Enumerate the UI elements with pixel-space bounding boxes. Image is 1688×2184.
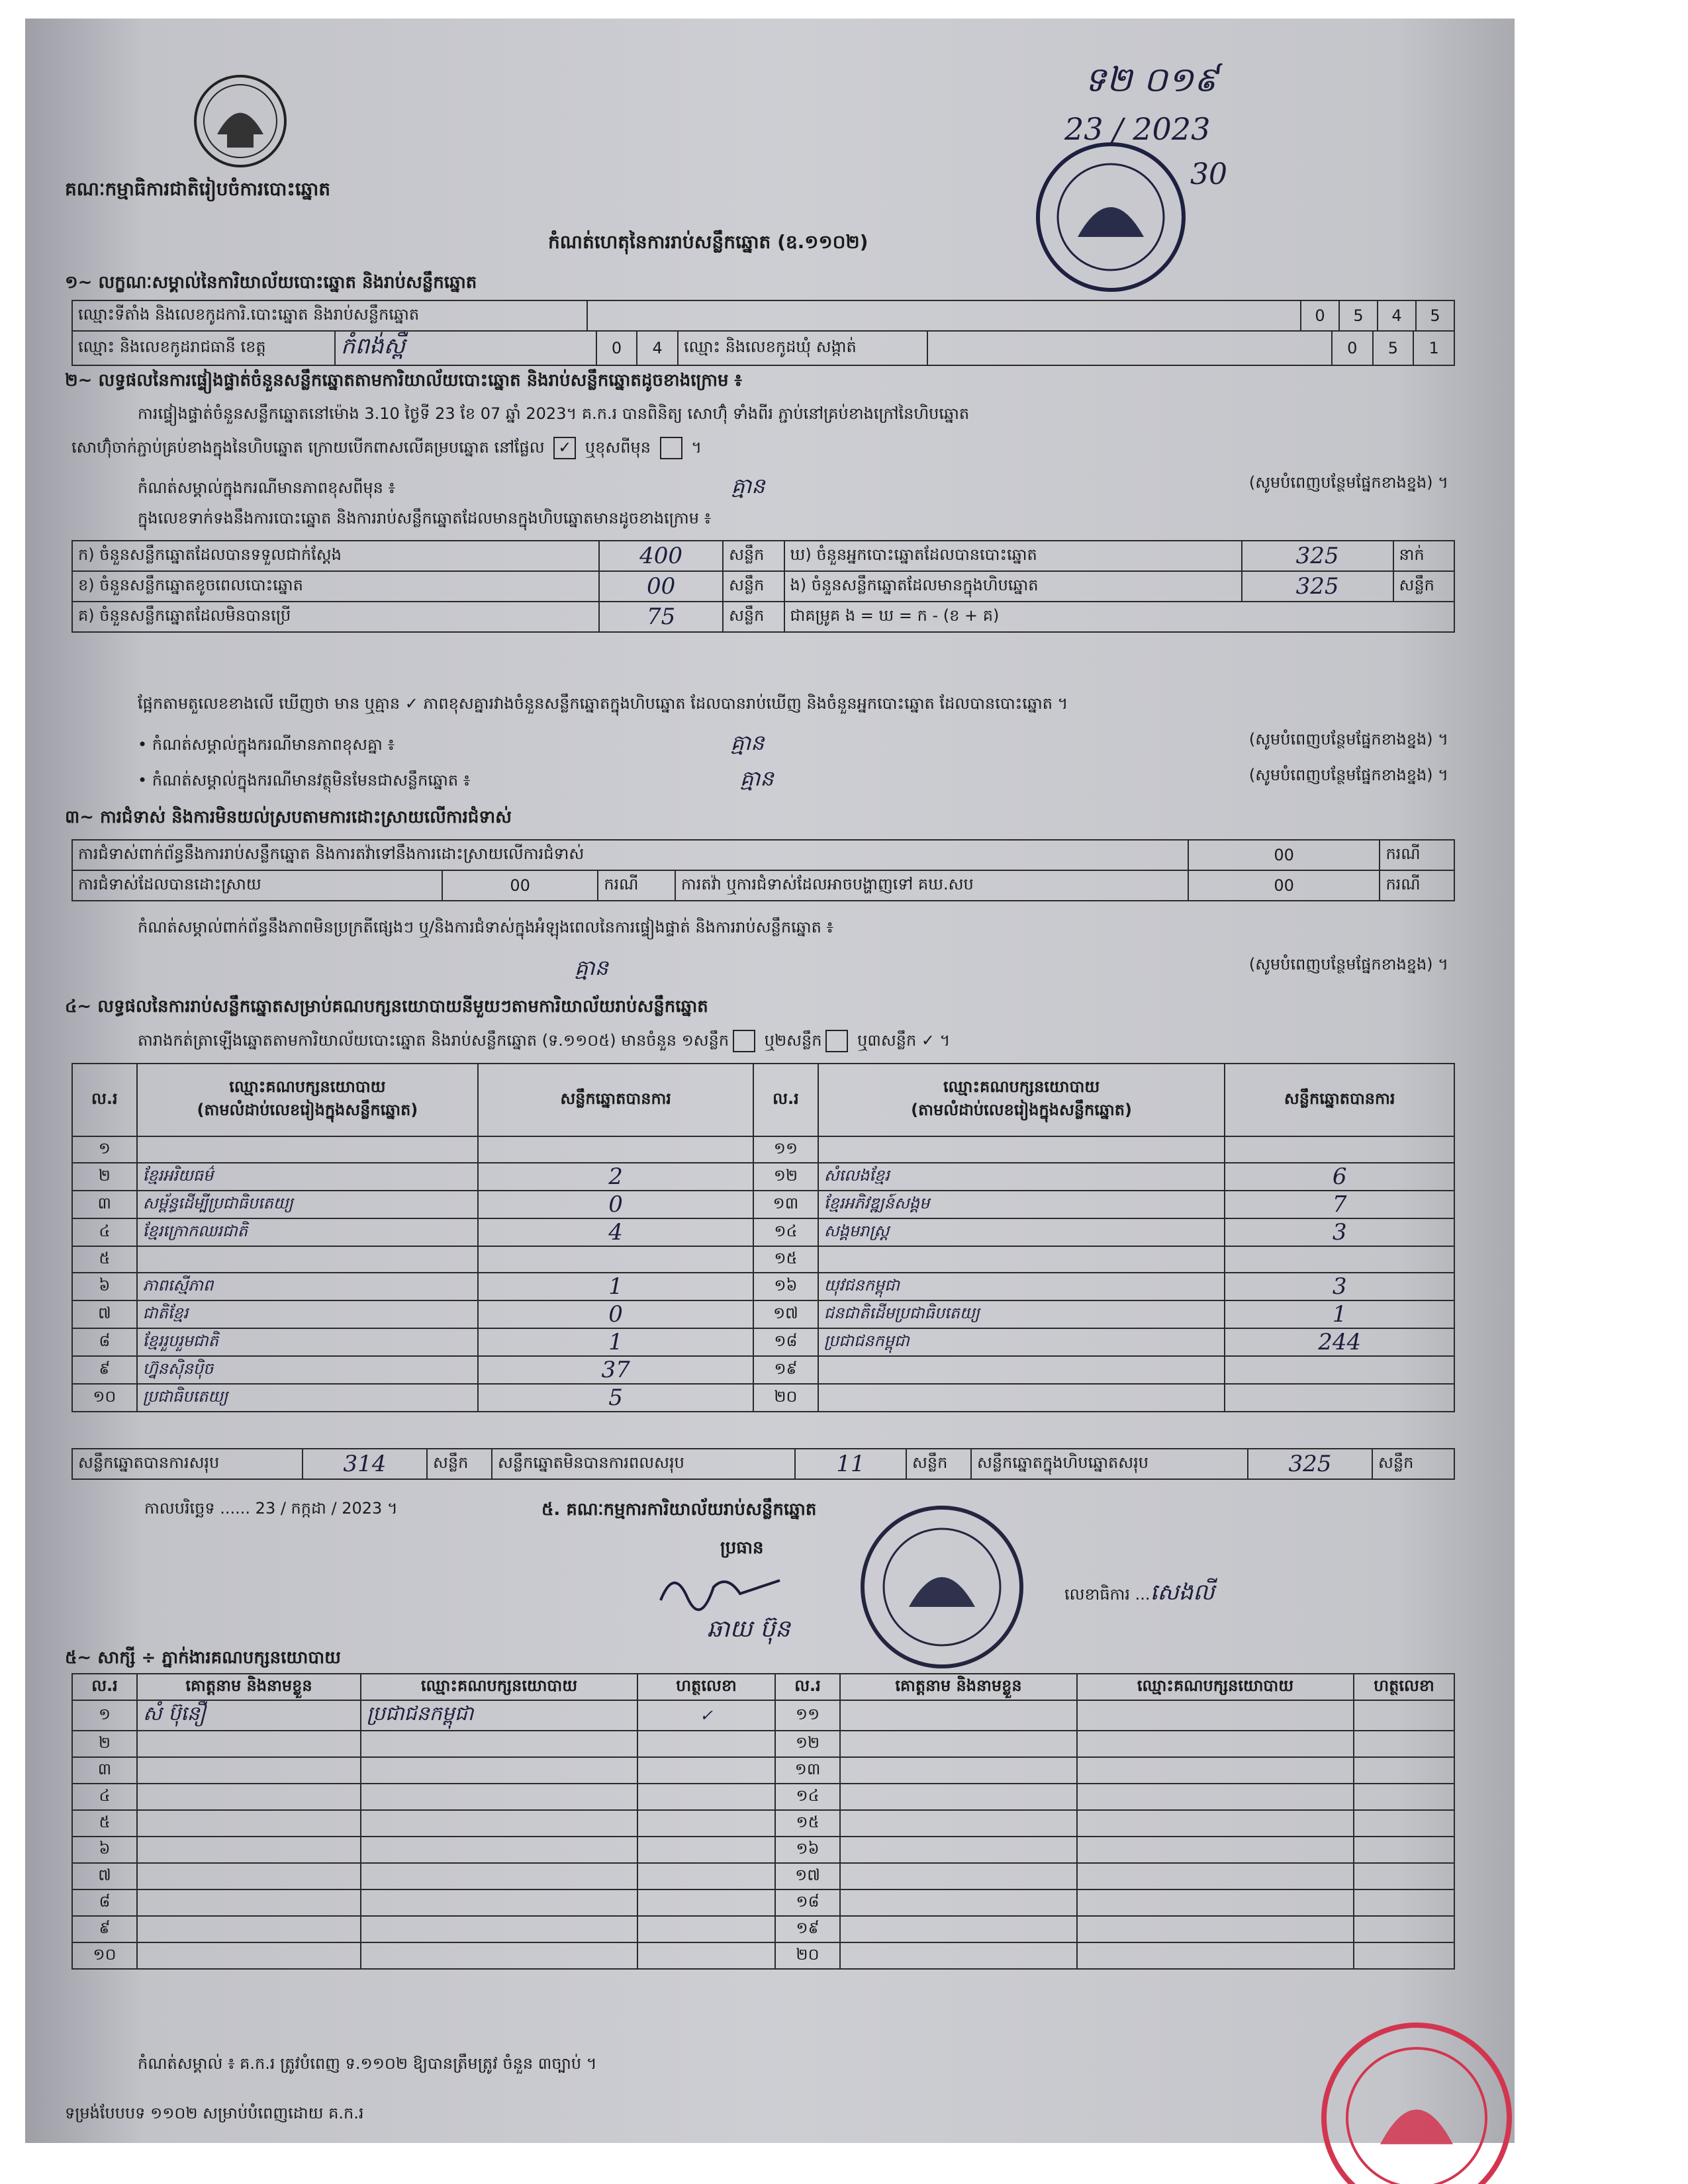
table-cell <box>637 1916 775 1942</box>
table-cell: ២០ <box>775 1942 840 1969</box>
cases-label: ករណី <box>598 870 675 901</box>
unit-label: សន្លឹក <box>1393 571 1454 602</box>
table-row <box>72 1942 1454 1969</box>
section-3-title: ៣~ ការជំទាស់ និងការមិនយល់ស្របតាមការដោះស្រាយលើការជំទាស់ <box>65 807 512 827</box>
province-digit: 4 <box>637 331 678 365</box>
table-cell: 2 <box>478 1163 753 1191</box>
table-cell <box>818 1356 1225 1384</box>
table-cell <box>1077 1942 1354 1969</box>
table-cell: 6 <box>1225 1163 1454 1191</box>
table-cell: 244 <box>1225 1328 1454 1356</box>
table-cell: ៥ <box>72 1810 137 1837</box>
table-cell: ២ <box>72 1731 137 1757</box>
spoiled-label: ខ) ចំនួនសន្លឹកឆ្នោតខូចពេលបោះឆ្នោត <box>72 571 599 602</box>
table-cell <box>137 1246 479 1273</box>
unit-label: សន្លឹក <box>723 602 784 632</box>
table-cell: ប្រជាជនកម្ពុជា <box>818 1328 1225 1356</box>
table-cell <box>840 1700 1077 1731</box>
unit-label: សន្លឹក <box>427 1449 492 1479</box>
difference-note <box>138 473 1448 504</box>
objections-label: ការជំទាស់ពាក់ព័ន្ធនឹងការរាប់សន្លឹកឆ្នោត និងការតវ៉ាទៅនឹងការដោះស្រាយលើការជំទាស់ <box>72 840 1188 870</box>
table-cell <box>840 1810 1077 1837</box>
table-cell <box>840 1784 1077 1810</box>
table-cell <box>137 1136 479 1163</box>
section-1-table <box>71 300 1455 332</box>
col-no-right: ល.រ <box>753 1064 818 1136</box>
table-cell: ៨ <box>72 1889 137 1916</box>
unit-label: សន្លឹក <box>1372 1449 1454 1479</box>
col-party-right: ឈ្មោះគណបក្សនយោបាយ <box>1077 1674 1354 1700</box>
table-cell <box>840 1757 1077 1784</box>
table-row <box>72 1784 1454 1810</box>
table-row <box>72 1191 1454 1218</box>
table-row <box>72 1300 1454 1328</box>
text-span: (សូមបំពេញបន្ថែមផ្នែកខាងខ្នង) ។ <box>1248 955 1448 974</box>
col-no-left: ល.រ <box>72 1064 137 1136</box>
text-span: (សូមបំពេញបន្ថែមផ្នែកខាងខ្នង) ។ <box>1248 730 1448 749</box>
province-name: កំពង់ស្ពឺ <box>335 331 596 365</box>
unused-label: គ) ចំនួនសន្លឹកឆ្នោតដែលមិនបានប្រើ <box>72 602 599 632</box>
text-span: លេខាធិការ <box>1064 1585 1131 1604</box>
results-sheet-count <box>138 1030 950 1054</box>
table-cell: ២ <box>72 1163 137 1191</box>
col-party-right <box>818 1064 1225 1136</box>
table-row <box>72 1136 1454 1163</box>
cases-label: ករណី <box>1380 870 1454 901</box>
table-cell: 0 <box>478 1300 753 1328</box>
count-table <box>71 540 1455 633</box>
table-cell: ៦ <box>72 1837 137 1863</box>
table-cell <box>818 1246 1225 1273</box>
text-span: គ្មាន <box>739 766 774 791</box>
form-footer: ទម្រង់បែបបទ ១១០២ សម្រាប់បំពេញដោយ គ.ក.រ <box>65 2104 364 2122</box>
table-cell <box>361 1731 637 1757</box>
commune-digit: 0 <box>1332 331 1373 365</box>
in-box-value: 325 <box>1242 571 1393 602</box>
col-votes-right: សន្លឹកឆ្នោតបានការ <box>1225 1064 1454 1136</box>
table-cell: ១១ <box>753 1136 818 1163</box>
table-cell <box>637 1889 775 1916</box>
table-cell: យុវជនកម្ពុជា <box>818 1273 1225 1300</box>
table-cell: 4 <box>478 1218 753 1246</box>
unit-label: សន្លឹក <box>723 571 784 602</box>
unused-value: 75 <box>599 602 723 632</box>
province-commune-table <box>71 330 1455 366</box>
footer-note: កំណត់សម្គាល់ ៖ គ.ក.រ ត្រូវបំពេញ ទ.១១០២ ឱ្យបានត្រឹមត្រូវ ចំនួន ៣ច្បាប់ ។ <box>138 2054 597 2073</box>
table-cell: ៤ <box>72 1784 137 1810</box>
table-cell: ជាតិខ្មែរ <box>137 1300 479 1328</box>
checkbox-2-sheets <box>825 1030 848 1052</box>
formula-label: ជាគម្រូគ ង = ឃ = ក - (ខ + គ) <box>784 602 1455 632</box>
table-cell <box>361 1889 637 1916</box>
commune-label: ឈ្មោះ និងលេខកូដឃុំ សង្កាត់ <box>678 331 927 365</box>
in-box-label: ង) ចំនួនសន្លឹកឆ្នោតដែលមានក្នុងហិបឆ្នោត <box>784 571 1242 602</box>
escalated-value: 00 <box>1188 870 1380 901</box>
col-party-left: ឈ្មោះគណបក្សនយោបាយ <box>361 1674 637 1700</box>
table-cell <box>361 1810 637 1837</box>
counting-committee: ៥. គណៈកម្មការការិយាល័យរាប់សន្លឹកឆ្នោត <box>541 1500 817 1520</box>
table-cell <box>637 1810 775 1837</box>
table-cell <box>840 1731 1077 1757</box>
results-table <box>71 1063 1455 1412</box>
table-cell <box>1225 1356 1454 1384</box>
table-row <box>72 1273 1454 1300</box>
stamp-handwritten-number: ទ២ ០១៩ <box>1084 60 1218 100</box>
official-stamp <box>1031 138 1190 296</box>
section-4-title: ៤~ លទ្ធផលនៃការរាប់សន្លឹកឆ្នោតសម្រាប់គណបក្សនយោបាយនីមួយៗតាមការិយាល័យរាប់សន្លឹកឆ្នោត <box>65 997 708 1017</box>
table-cell: ៩ <box>72 1916 137 1942</box>
table-cell <box>1354 1757 1454 1784</box>
table-cell <box>587 300 1301 331</box>
table-cell: ១២ <box>753 1163 818 1191</box>
committee-name: គណៈកម្មាធិការជាតិរៀបចំការបោះឆ្នោត <box>65 178 331 200</box>
table-cell: ១៥ <box>775 1810 840 1837</box>
table-cell: ១៥ <box>753 1246 818 1273</box>
text-span: សេងលី <box>1150 1579 1215 1606</box>
table-cell: ១៩ <box>775 1916 840 1942</box>
table-cell <box>637 1863 775 1889</box>
province-digit: 0 <box>596 331 637 365</box>
table-cell <box>361 1837 637 1863</box>
count-date: កាលបរិច្ឆេទ ...... 23 / កក្កដា / 2023 ។ <box>144 1499 398 1518</box>
table-cell <box>1077 1889 1354 1916</box>
text-span: • កំណត់សម្គាល់ក្នុងករណីមានភាពខុសគ្នា ៖ <box>138 735 395 754</box>
table-cell <box>137 1810 361 1837</box>
cases-label: ករណី <box>1380 840 1454 870</box>
checkbox-same: ✓ <box>553 437 576 459</box>
table-cell: 3 <box>1225 1218 1454 1246</box>
table-cell: ៣ <box>72 1191 137 1218</box>
resolved-label: ការជំទាស់ដែលបានដោះស្រាយ <box>72 870 442 901</box>
total-invalid-value: 11 <box>795 1449 906 1479</box>
table-cell <box>1354 1889 1454 1916</box>
total-valid-label: សន្លឹកឆ្នោតបានការសរុប <box>72 1449 303 1479</box>
table-cell <box>137 1916 361 1942</box>
witness-table <box>71 1673 1455 1970</box>
table-cell: ១៧ <box>753 1300 818 1328</box>
received-label: ក) ចំនួនសន្លឹកឆ្នោតដែលបានទទួលជាក់ស្តែង <box>72 541 599 571</box>
table-cell <box>818 1384 1225 1412</box>
table-cell <box>1354 1784 1454 1810</box>
text-span: • កំណត់សម្គាល់ក្នុងករណីមានវត្ថុមិនមែនជាសន្លឹកឆ្នោត ៖ <box>138 771 471 790</box>
table-cell: ១៤ <box>775 1784 840 1810</box>
location-digit: 5 <box>1339 300 1378 331</box>
col-votes-left: សន្លឹកឆ្នោតបានការ <box>478 1064 753 1136</box>
table-cell: ខ្មែរអរិយធម៌ <box>137 1163 479 1191</box>
table-cell: ១២ <box>775 1731 840 1757</box>
section-1-title: ១~ លក្ខណៈសម្គាល់នៃការិយាល័យបោះឆ្នោត និងរាប់សន្លឹកឆ្នោត <box>65 273 477 293</box>
table-cell <box>1077 1784 1354 1810</box>
table-cell <box>1354 1942 1454 1969</box>
table-cell: ១៣ <box>775 1757 840 1784</box>
text-span: សោហ៊ុំចាក់ភ្ជាប់គ្រប់ខាងក្នុងនៃហិបឆ្នោត ក្រោយបើកពាសលើគម្របឆ្នោត នៅផ្លែល <box>71 438 545 457</box>
table-cell: ១០ <box>72 1384 137 1412</box>
province-label: ឈ្មោះ និងលេខកូដរាជធានី ខេត្ត <box>72 331 335 365</box>
table-cell: 7 <box>1225 1191 1454 1218</box>
table-cell: ភាពស្មើភាព <box>137 1273 479 1300</box>
irregularities-fill <box>71 954 1448 985</box>
table-row <box>72 1889 1454 1916</box>
counting-intro: ក្នុងលេខទាក់ទងនឹងការបោះឆ្នោត និងការរាប់សន្លឹកឆ្នោតដែលមានក្នុងហិបឆ្នោតមានដូចខាងក្រោម ៖ <box>138 509 712 527</box>
table-cell: 3 <box>1225 1273 1454 1300</box>
table-cell: ១១ <box>775 1700 840 1731</box>
unit-label: សន្លឹក <box>906 1449 971 1479</box>
table-cell <box>637 1837 775 1863</box>
table-cell: 1 <box>1225 1300 1454 1328</box>
committee-stamp <box>856 1501 1028 1673</box>
table-cell: ២០ <box>753 1384 818 1412</box>
text-span: ឈ្មោះគណបក្សនយោបាយ <box>943 1077 1100 1096</box>
col-name-right: គោត្តនាម និងនាមខ្លួន <box>840 1674 1077 1700</box>
table-cell: ខ្មែរអភិវឌ្ឍន៍សង្គម <box>818 1191 1225 1218</box>
table-cell <box>840 1889 1077 1916</box>
discrepancy-note <box>138 729 1448 760</box>
voters-label: ឃ) ចំនួនអ្នកបោះឆ្នោតដែលបានបោះឆ្នោត <box>784 541 1242 571</box>
resolved-value: 00 <box>442 870 598 901</box>
table-row <box>72 1163 1454 1191</box>
total-box-value: 325 <box>1248 1449 1372 1479</box>
table-cell <box>1077 1863 1354 1889</box>
table-cell <box>137 1889 361 1916</box>
commune-digit: 1 <box>1413 331 1454 365</box>
table-cell: ១ <box>72 1700 137 1731</box>
president-title: ប្រធាន <box>720 1538 764 1558</box>
discrepancy-line: ផ្អែកតាមតួលេខខាងលើ ឃើញថា មាន ឬគ្មាន ✓ ភាពខុសគ្នារវាងចំនួនសន្លឹកឆ្នោតក្នុងហិបឆ្នោត ដែលបានរាប់ឃើញ និងចំនួនអ្នកបោះឆ្នោត ដែលបានបោះឆ្នោត ។ <box>138 694 1068 713</box>
table-cell <box>478 1136 753 1163</box>
unit-label: សន្លឹក <box>723 541 784 571</box>
president-signature <box>654 1561 786 1620</box>
table-row <box>72 1328 1454 1356</box>
table-row <box>72 1757 1454 1784</box>
table-cell: ៧ <box>72 1863 137 1889</box>
totals-table <box>71 1448 1455 1480</box>
table-cell <box>137 1837 361 1863</box>
table-cell <box>927 331 1332 365</box>
nec-emblem <box>191 71 290 171</box>
table-cell <box>1354 1731 1454 1757</box>
table-cell <box>1077 1757 1354 1784</box>
table-cell <box>1225 1136 1454 1163</box>
table-row <box>72 1218 1454 1246</box>
table-cell <box>840 1942 1077 1969</box>
table-row <box>72 1384 1454 1412</box>
verification-line-2: សោហ៊ុំចាក់ភ្ជាប់គ្រប់ខាងក្នុងនៃហិបឆ្នោត ក្រោយបើកពាសលើគម្របឆ្នោត នៅផ្លែល ✓ ឬខុសពីមុន ។ <box>71 437 702 461</box>
col-sign-right: ហត្ថលេខា <box>1354 1674 1454 1700</box>
table-cell <box>361 1757 637 1784</box>
text-span: ឬ៣សន្លឹក ✓ ។ <box>857 1031 951 1050</box>
table-cell: 5 <box>478 1384 753 1412</box>
table-cell <box>137 1942 361 1969</box>
table-cell <box>361 1916 637 1942</box>
table-cell: ១៩ <box>753 1356 818 1384</box>
section-5-title: ៥~ សាក្សី ÷ ភ្នាក់ងារគណបក្សនយោបាយ <box>65 1648 341 1668</box>
table-cell <box>1354 1837 1454 1863</box>
table-cell <box>637 1942 775 1969</box>
table-cell: 1 <box>478 1273 753 1300</box>
table-cell: 1 <box>478 1328 753 1356</box>
table-cell: ១៨ <box>753 1328 818 1356</box>
text-span: (សូមបំពេញបន្ថែមផ្នែកខាងខ្នង) ។ <box>1248 766 1448 784</box>
table-cell: ១៦ <box>775 1837 840 1863</box>
table-cell <box>1077 1700 1354 1731</box>
table-cell <box>1354 1700 1454 1731</box>
table-cell <box>1077 1810 1354 1837</box>
unit-label: នាក់ <box>1393 541 1454 571</box>
checkbox-different <box>660 437 682 459</box>
location-digit: 4 <box>1378 300 1416 331</box>
table-cell: 37 <box>478 1356 753 1384</box>
table-cell: ៩ <box>72 1356 137 1384</box>
table-cell: ១ <box>72 1136 137 1163</box>
table-cell: ៧ <box>72 1300 137 1328</box>
table-row <box>72 1837 1454 1863</box>
table-row <box>72 1731 1454 1757</box>
location-label: ឈ្មោះទីតាំង និងលេខកូដការិ.បោះឆ្នោត និងរាប់សន្លឹកឆ្នោត <box>72 300 587 331</box>
table-cell: សំលេងខ្មែរ <box>818 1163 1225 1191</box>
verification-line-1: ការផ្ទៀងផ្ទាត់ចំនួនសន្លឹកឆ្នោតនៅម៉ោង 3.10 ថ្ងៃទី 23 ខែ 07 ឆ្នាំ 2023។ គ.ក.រ បានពិនិត្យ សោហ៊ុំ ទាំងពីរ ភ្ជាប់នៅគ្រប់ខាងក្រៅនៃហិបឆ្នោត <box>138 404 970 423</box>
table-cell: ✓ <box>637 1700 775 1731</box>
table-cell: ៣ <box>72 1757 137 1784</box>
text-span: ឬ២សន្លឹក <box>764 1031 822 1050</box>
table-cell <box>361 1942 637 1969</box>
spoiled-value: 00 <box>599 571 723 602</box>
text-span: ឬខុសពីមុន <box>585 438 651 457</box>
table-cell: ប្រជាធិបតេយ្យ <box>137 1384 479 1412</box>
table-cell: ១៧ <box>775 1863 840 1889</box>
table-cell <box>137 1757 361 1784</box>
table-cell: ៦ <box>72 1273 137 1300</box>
table-cell <box>1354 1916 1454 1942</box>
document-sheet <box>25 19 1515 2143</box>
text-span: ឈ្មោះគណបក្សនយោបាយ <box>229 1077 386 1096</box>
table-cell <box>637 1757 775 1784</box>
text-span: គ្មាន <box>730 730 765 755</box>
table-row <box>72 1356 1454 1384</box>
table-cell: សង្គមរាស្ត្រ <box>818 1218 1225 1246</box>
table-row <box>72 1810 1454 1837</box>
table-cell: 0 <box>478 1191 753 1218</box>
text-span: (សូមបំពេញបន្ថែមផ្នែកខាងខ្នង) ។ <box>1248 473 1448 492</box>
secretary-label: លេខាធិការ ...សេងលី <box>1064 1579 1215 1606</box>
total-valid-value: 314 <box>303 1449 427 1479</box>
table-cell <box>478 1246 753 1273</box>
table-cell: ១៦ <box>753 1273 818 1300</box>
table-cell <box>361 1863 637 1889</box>
table-cell: ១៤ <box>753 1218 818 1246</box>
form-title: កំណត់ហេតុនៃការរាប់សន្លឹកឆ្នោត (ឧ.១១០២) <box>548 231 868 253</box>
location-digit: 5 <box>1416 300 1454 331</box>
text-span: (តាមលំដាប់លេខរៀងក្នុងសន្លឹកឆ្នោត) <box>197 1101 418 1119</box>
table-cell <box>1225 1384 1454 1412</box>
table-row <box>72 1246 1454 1273</box>
table-cell <box>137 1863 361 1889</box>
voters-value: 325 <box>1242 541 1393 571</box>
table-cell: សម្ព័ន្ធដើម្បីប្រជាធិបតេយ្យ <box>137 1191 479 1218</box>
objections-table <box>71 839 1455 901</box>
text-span: កំណត់សម្គាល់ក្នុងករណីមានភាពខុសពីមុន ៖ <box>138 478 396 497</box>
text-span: (តាមលំដាប់លេខរៀងក្នុងសន្លឹកឆ្នោត) <box>911 1101 1132 1119</box>
table-cell: ១៨ <box>775 1889 840 1916</box>
table-cell: ៤ <box>72 1218 137 1246</box>
table-cell <box>361 1784 637 1810</box>
col-no-left: ល.រ <box>72 1674 137 1700</box>
table-cell <box>637 1784 775 1810</box>
table-cell <box>137 1784 361 1810</box>
text-span: គ្មាន <box>575 955 608 980</box>
table-cell <box>1077 1731 1354 1757</box>
section-2-title: ២~ លទ្ធផលនៃការផ្ទៀងផ្ទាត់ចំនួនសន្លឹកឆ្នោតតាមការិយាល័យបោះឆ្នោត និងរាប់សន្លឹកឆ្នោតដូចខាងក្រោម ៖ <box>65 371 742 390</box>
table-cell: ជនជាតិដើមប្រជាធិបតេយ្យ <box>818 1300 1225 1328</box>
table-cell <box>1354 1863 1454 1889</box>
table-cell: ៥ <box>72 1246 137 1273</box>
table-cell: ខ្មែររួបរួមជាតិ <box>137 1328 479 1356</box>
table-cell <box>840 1837 1077 1863</box>
table-cell <box>840 1863 1077 1889</box>
table-cell: ១៣ <box>753 1191 818 1218</box>
table-cell <box>1077 1916 1354 1942</box>
checkbox-1-sheet <box>733 1030 755 1052</box>
total-invalid-label: សន្លឹកឆ្នោតមិនបានការពលសរុប <box>492 1449 795 1479</box>
table-cell <box>1077 1837 1354 1863</box>
location-digit: 0 <box>1301 300 1339 331</box>
table-row <box>72 1700 1454 1731</box>
table-cell <box>1225 1246 1454 1273</box>
table-cell: ខ្មែរក្រោកឈរជាតិ <box>137 1218 479 1246</box>
col-name-left: គោត្តនាម និងនាមខ្លួន <box>137 1674 361 1700</box>
table-cell <box>637 1731 775 1757</box>
table-row <box>72 1863 1454 1889</box>
president-name: ឆាយ ប៊ុន <box>707 1615 790 1643</box>
table-cell: ១០ <box>72 1942 137 1969</box>
received-value: 400 <box>599 541 723 571</box>
table-cell <box>840 1916 1077 1942</box>
red-seal-stamp <box>1297 2012 1516 2184</box>
table-cell: ប្រជាជនកម្ពុជា <box>361 1700 637 1731</box>
foreign-object-note <box>138 765 1448 796</box>
text-span: តារាងកត់ត្រាឡើងឆ្នោតតាមការិយាល័យបោះឆ្នោត និងរាប់សន្លឹកឆ្នោត (ទ.១១០៥) មានចំនួន ១សន្លឹក <box>138 1031 729 1050</box>
stamp-handwritten-time: 30 <box>1190 158 1227 191</box>
text-span: គ្មាន <box>731 473 765 498</box>
objections-value: 00 <box>1188 840 1380 870</box>
irregularities-note: កំណត់សម្គាល់ពាក់ព័ន្ធនឹងភាពមិនប្រក្រតីផ្សេងៗ ឬ/និងការជំទាស់ក្នុងអំឡុងពេលនៃការផ្ទៀងផ្ទាត់ និងការរាប់សន្លឹកឆ្នោត ៖ <box>138 918 833 936</box>
col-party-left <box>137 1064 479 1136</box>
table-cell <box>137 1731 361 1757</box>
stamp-handwritten-date: 23 / 2023 <box>1064 111 1211 147</box>
table-cell: ៨ <box>72 1328 137 1356</box>
table-row <box>72 1916 1454 1942</box>
escalated-label: ការតវ៉ា ឬការជំទាស់ដែលអាចបង្ហាញទៅ គឃ.សប <box>675 870 1188 901</box>
table-cell <box>818 1136 1225 1163</box>
table-cell <box>1354 1810 1454 1837</box>
total-box-label: សន្លឹកឆ្នោតក្នុងហិបឆ្នោតសរុប <box>971 1449 1248 1479</box>
table-cell: ហ្វ៊ុនស៊ិនប៉ិច <box>137 1356 479 1384</box>
col-sign-left: ហត្ថលេខា <box>637 1674 775 1700</box>
table-cell: សំ ប៊ុនឿ <box>137 1700 361 1731</box>
commune-digit: 5 <box>1373 331 1414 365</box>
col-no-right: ល.រ <box>775 1674 840 1700</box>
